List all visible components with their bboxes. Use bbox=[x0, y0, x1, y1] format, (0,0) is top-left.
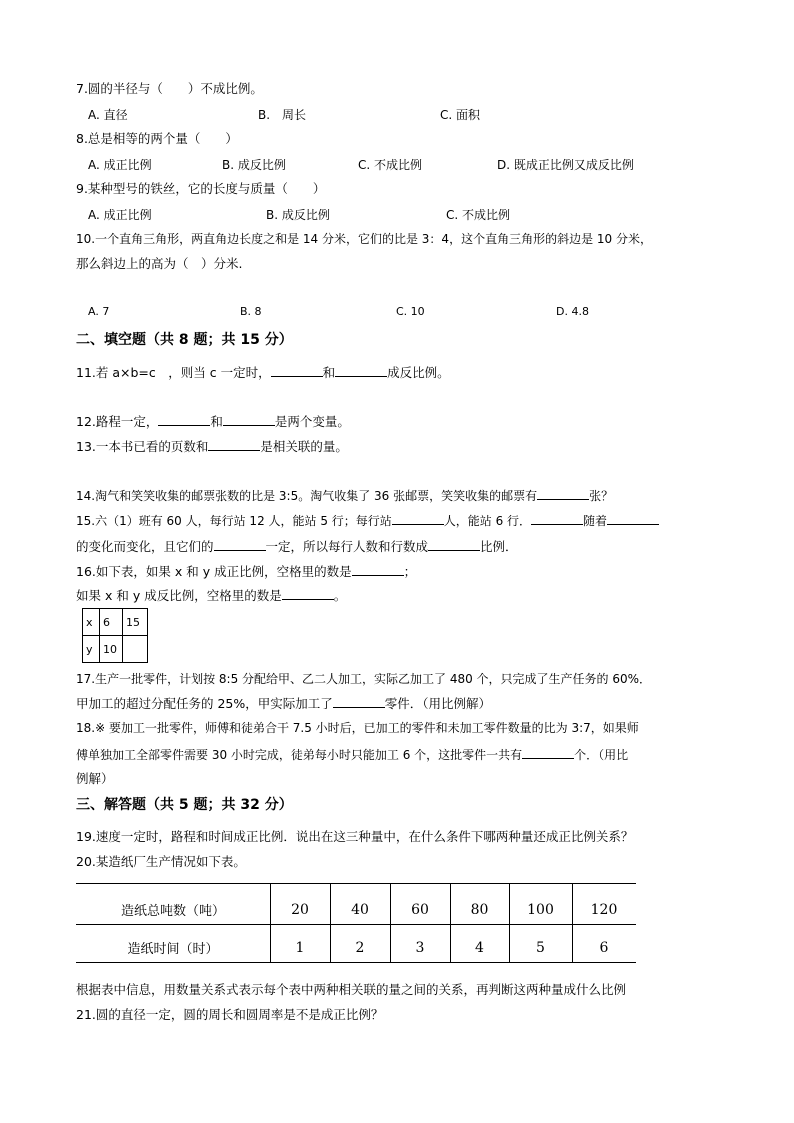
q20-row1-cell: 60 bbox=[411, 902, 429, 918]
q15-blank-1[interactable] bbox=[392, 511, 444, 525]
q16-text-2-end: 。 bbox=[333, 588, 347, 603]
q15-text-b: 人，能站 6 行． bbox=[443, 514, 532, 528]
q16-blank-1[interactable] bbox=[352, 562, 404, 576]
q10-option-c[interactable]: C. 10 bbox=[396, 305, 425, 318]
q18-line3: 例解） bbox=[76, 771, 114, 786]
q15-text-d: 的变化而变化，且它们的 bbox=[76, 539, 214, 554]
q15-blank-4[interactable] bbox=[214, 537, 266, 551]
q19: 19.速度一定时，路程和时间成正比例．说出在这三种量中，在什么条件下哪两种量还成正比例关系？ bbox=[76, 829, 634, 844]
q18-text-a: 傅单独加工全部零件需要 30 小时完成，徒弟每小时只能加工 6 个，这批零件一共有 bbox=[76, 748, 523, 762]
q11 bbox=[76, 363, 450, 382]
q15-text-c: 随着 bbox=[583, 514, 608, 528]
table-rule-mid bbox=[76, 924, 636, 925]
q14-text-a: 14.淘气和笑笑收集的邮票张数的比是 3:5。淘气收集了 36 张邮票，笑笑收集的邮票有 bbox=[76, 489, 538, 503]
q20-row1-cell: 120 bbox=[590, 902, 618, 918]
q17-text-b: 零件．（用比例解） bbox=[384, 696, 492, 711]
table-rule-bottom bbox=[76, 962, 636, 963]
q13-text-a: 13.一本书已看的页数和 bbox=[76, 439, 209, 454]
q14-text-b: 张？ bbox=[589, 489, 614, 503]
q20-row2-cell: 1 bbox=[295, 940, 305, 956]
q20-table bbox=[76, 883, 636, 963]
q20-row1-label: 造纸总吨数（吨） bbox=[120, 904, 225, 919]
q9-option-a[interactable]: A. 成正比例 bbox=[88, 208, 152, 222]
q15-blank-5[interactable] bbox=[428, 537, 480, 551]
q18-line1: 18.※ 要加工一批零件，师傅和徒弟合干 7.5 小时后，已加工的零件和未加工零件数量的比为 3:7，如果师 bbox=[76, 721, 639, 735]
q15-text-f: 比例． bbox=[480, 539, 518, 554]
q16-text-1: 16.如下表，如果 x 和 y 成正比例，空格里的数是 bbox=[76, 564, 352, 579]
q16-cell: 15 bbox=[123, 609, 148, 636]
q11-text-a: 11.若 a×b=c ，则当 c 一定时， bbox=[76, 365, 271, 380]
q12-text-a: 12.路程一定， bbox=[76, 414, 159, 429]
q11-blank-1[interactable] bbox=[271, 363, 323, 377]
q7-option-c[interactable]: C. 面积 bbox=[440, 108, 481, 122]
q9-stem: 9.某种型号的铁丝，它的长度与质量（ ） bbox=[76, 181, 326, 196]
q16-table bbox=[82, 608, 148, 663]
q9-option-c[interactable]: C. 不成比例 bbox=[446, 208, 511, 222]
q16-line1 bbox=[76, 562, 416, 581]
q15-text-a: 15.六（1）班有 60 人，每行站 12 人，能站 5 行；每行站 bbox=[76, 514, 392, 528]
q8-option-a[interactable]: A. 成正比例 bbox=[88, 158, 152, 172]
q20-stem: 20.某造纸厂生产情况如下表。 bbox=[76, 854, 246, 869]
q10-option-a[interactable]: A. 7 bbox=[88, 305, 110, 318]
q15-line1 bbox=[76, 511, 659, 530]
q16-blank-2[interactable] bbox=[282, 586, 334, 600]
q17-line2 bbox=[76, 694, 491, 713]
q20-row2-cell: 3 bbox=[415, 940, 425, 956]
q11-blank-2[interactable] bbox=[335, 363, 387, 377]
q18-line2 bbox=[76, 745, 628, 764]
q12 bbox=[76, 412, 350, 431]
q20-row1-cell: 20 bbox=[291, 902, 309, 918]
section-fill-in-heading: 二、填空题（共 8 题；共 15 分） bbox=[76, 332, 293, 348]
q10-line1: 10.一个直角三角形，两直角边长度之和是 14 分米，它们的比是 3：4，这个直角三角形的斜边是 10 分米， bbox=[76, 232, 652, 246]
section-answer-heading: 三、解答题（共 5 题；共 32 分） bbox=[76, 797, 293, 813]
q16-table-row-y bbox=[83, 636, 148, 663]
q17-blank-1[interactable] bbox=[333, 694, 385, 708]
q15-blank-3[interactable] bbox=[607, 511, 659, 525]
q20-instruction: 根据表中信息，用数量关系式表示每个表中两种相关联的量之间的关系，再判断这两种量成什么比例 bbox=[76, 982, 627, 997]
q16-cell: 10 bbox=[100, 636, 123, 663]
q17-line1: 17.生产一批零件，计划按 8:5 分配给甲、乙二人加工，实际乙加工了 480 个，只完成了生产任务的 60%． bbox=[76, 672, 652, 686]
q10-line2: 那么斜边上的高为（ ）分米. bbox=[76, 256, 243, 271]
q9-option-b[interactable]: B. 成反比例 bbox=[266, 208, 330, 222]
q20-row1-cell: 100 bbox=[527, 902, 554, 918]
q18-text-b: 个．（用比 bbox=[574, 748, 629, 762]
q16-cell: y bbox=[83, 636, 100, 663]
q17-text-a: 甲加工的超过分配任务的 25%，甲实际加工了 bbox=[76, 696, 333, 711]
q18-blank-1[interactable] bbox=[522, 745, 574, 759]
q14-blank-1[interactable] bbox=[537, 486, 589, 500]
q13-text-b: 是相关联的量。 bbox=[260, 439, 348, 454]
q7-stem: 7.圆的半径与（ ）不成比例。 bbox=[76, 81, 263, 96]
q12-blank-1[interactable] bbox=[158, 412, 210, 426]
q16-text-1-end: ； bbox=[403, 564, 417, 579]
q20-row2-cell: 5 bbox=[536, 940, 545, 956]
q8-stem: 8.总是相等的两个量（ ） bbox=[76, 131, 238, 146]
q12-text-c: 是两个变量。 bbox=[274, 414, 350, 429]
q16-text-2: 如果 x 和 y 成反比例，空格里的数是 bbox=[76, 588, 282, 603]
q16-cell-empty[interactable] bbox=[123, 636, 148, 663]
q7-option-a[interactable]: A. 直径 bbox=[88, 108, 128, 122]
q16-cell: 6 bbox=[100, 609, 123, 636]
q14 bbox=[76, 486, 613, 505]
q11-text-b: 和 bbox=[322, 365, 336, 380]
q20-row2-label: 造纸时间（时） bbox=[127, 942, 219, 957]
q8-option-c[interactable]: C. 不成比例 bbox=[358, 158, 423, 172]
q20-row2-cell: 4 bbox=[475, 940, 484, 956]
q20-row2-cell: 2 bbox=[355, 940, 365, 956]
q8-option-b[interactable]: B. 成反比例 bbox=[222, 158, 286, 172]
q20-row1-cell: 80 bbox=[470, 902, 489, 918]
q15-blank-2[interactable] bbox=[531, 511, 583, 525]
q15-line2 bbox=[76, 537, 518, 556]
q16-table-row-x bbox=[83, 609, 148, 636]
q20-row2-cell: 6 bbox=[599, 940, 609, 956]
q10-option-d[interactable]: D. 4.8 bbox=[556, 305, 589, 318]
q15-text-e: 一定，所以每行人数和行数成 bbox=[265, 539, 429, 554]
q20-row1-cell: 40 bbox=[351, 902, 369, 918]
q12-blank-2[interactable] bbox=[223, 412, 275, 426]
q7-option-b[interactable]: B. 周长 bbox=[258, 108, 307, 122]
q12-text-b: 和 bbox=[210, 414, 223, 429]
q13 bbox=[76, 437, 348, 456]
q8-option-d[interactable]: D. 既成正比例又成反比例 bbox=[497, 158, 634, 172]
q13-blank-1[interactable] bbox=[208, 437, 260, 451]
q21: 21.圆的直径一定，圆的周长和圆周率是不是成正比例？ bbox=[76, 1007, 384, 1022]
q16-cell: x bbox=[83, 609, 100, 636]
q10-option-b[interactable]: B. 8 bbox=[240, 305, 262, 318]
table-rule-top bbox=[76, 883, 636, 884]
q16-line2 bbox=[76, 586, 346, 605]
q11-text-c: 成反比例。 bbox=[387, 365, 450, 380]
